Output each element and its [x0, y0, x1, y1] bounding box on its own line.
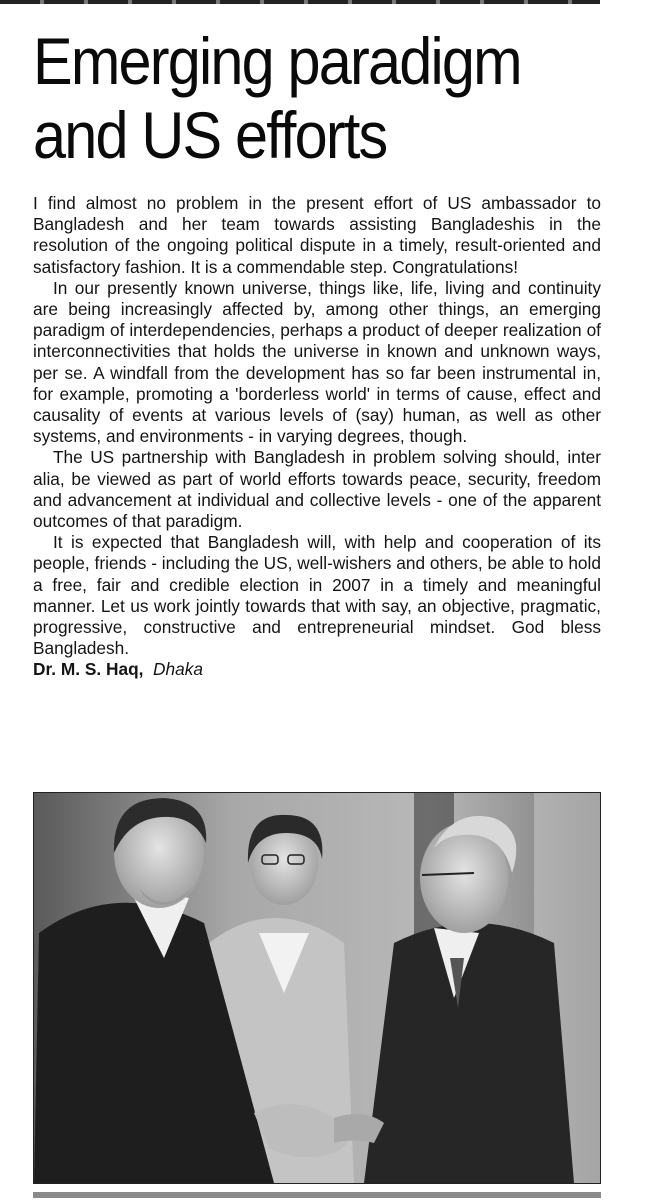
author-name: Dr. M. S. Haq, — [33, 659, 144, 680]
top-divider — [0, 0, 600, 4]
bottom-divider — [33, 1192, 601, 1198]
headline-line-2: and US efforts — [33, 98, 387, 172]
signature — [33, 659, 601, 680]
news-photo — [33, 792, 601, 1184]
headline-line-1: Emerging paradigm — [33, 24, 521, 98]
paragraph-4: It is expected that Bangladesh will, with help and cooperation of its people, friends - including the US, well-wishers and others, be able to hold a free, fair and credible election in 2007 in a timely and meaningful manner. Let us work jointly towards that with say, an objective, pragmatic, progressive, constructive and entrepreneurial mindset. God bless Bangladesh. — [33, 532, 601, 659]
paragraph-3: The US partnership with Bangladesh in problem solving should, inter alia, be viewed as part of world efforts towards peace, security, freedom and advancement at individual and collective levels - one of the apparent outcomes of that paradigm. — [33, 447, 601, 532]
paragraph-2: In our presently known universe, things like, life, living and continuity are being increasingly affected by, among other things, an emerging paradigm of interdependencies, perhaps a product of deeper realization of interconnectivities that holds the universe in known and unknown ways, per se. A windfall from the development has so far been instrumental in, for example, promoting a 'borderless world' in terms of cause, effect and causality of events at various levels of (say) human, as well as other systems, and environments - in varying degrees, though. — [33, 277, 601, 447]
headline — [33, 24, 573, 172]
article-body — [33, 193, 601, 681]
author-location: Dhaka — [153, 659, 204, 680]
paragraph-1: I find almost no problem in the present effort of US ambassador to Bangladesh and her team towards assisting Bangladeshis in the resolution of the ongoing political dispute in a timely, result-oriented and satisfactory fashion. It is a commendable step. Congratulations! — [33, 193, 601, 277]
photo-illustration — [34, 793, 600, 1183]
